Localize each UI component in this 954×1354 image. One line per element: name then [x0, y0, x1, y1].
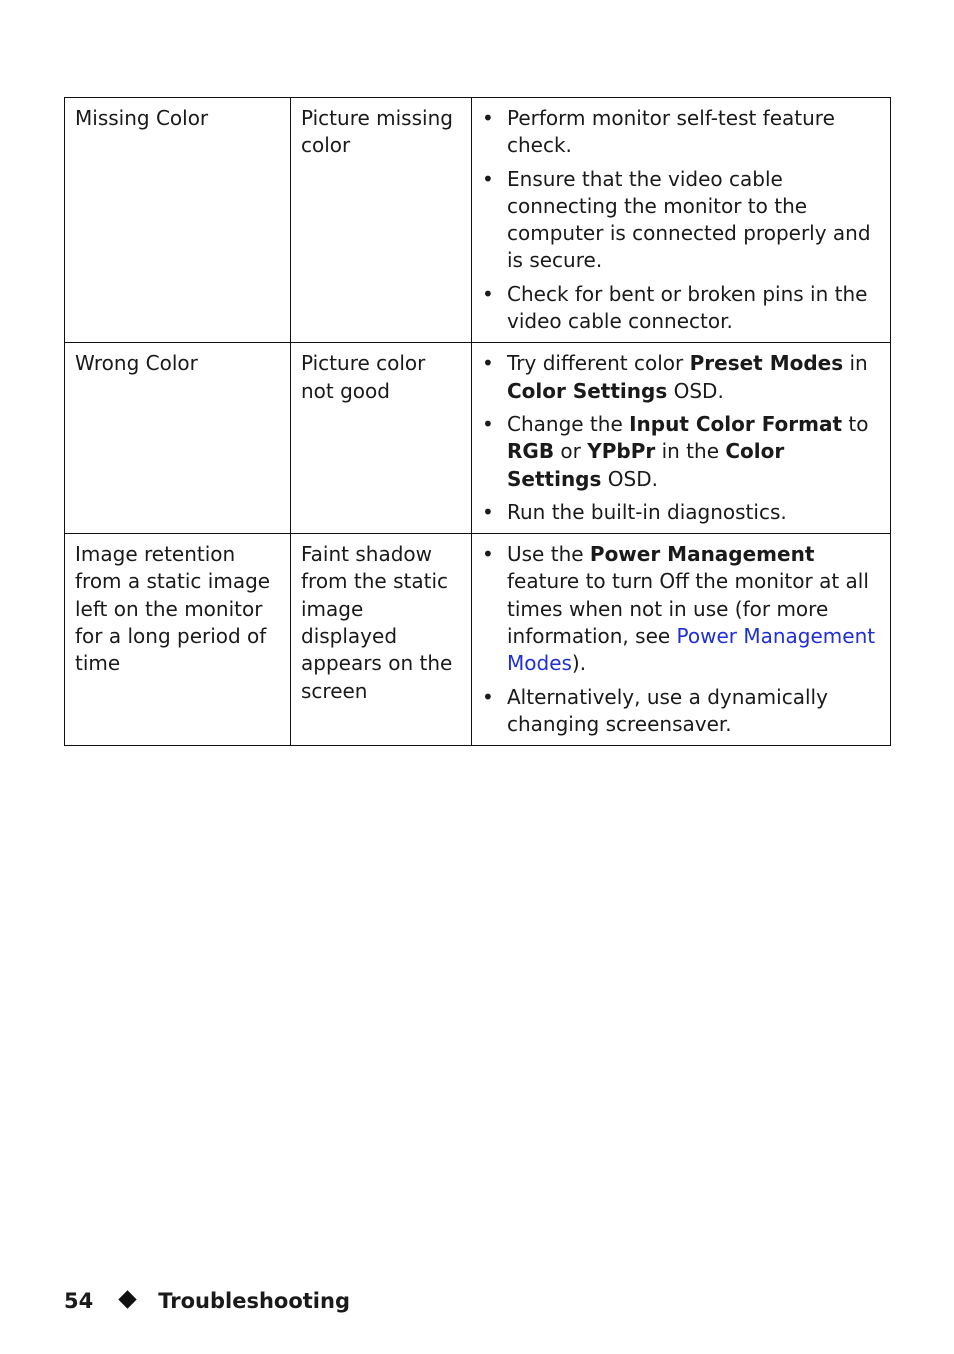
table-row	[65, 98, 891, 343]
problem-cell: Missing Color	[65, 98, 291, 343]
solution-text: or	[554, 439, 588, 464]
section-title: Troubleshooting	[158, 1289, 350, 1313]
diamond-icon	[119, 1290, 137, 1308]
solution-item: • Ensure that the video cable connecting the monitor to the computer is connected properly and is secure.	[482, 166, 881, 275]
setting-name: Input Color Format	[629, 411, 843, 436]
solution-item: • Run the built-in diagnostics.	[482, 499, 881, 526]
solution-text: in the	[655, 439, 726, 464]
solution-cell	[472, 534, 891, 746]
solution-text: ).	[571, 651, 587, 676]
solution-item: • Perform monitor self-test feature check.	[482, 105, 881, 160]
solution-item: • Alternatively, use a dynamically changing screensaver.	[482, 684, 881, 739]
solution-text: Change the	[507, 411, 630, 436]
table-row	[65, 534, 891, 746]
setting-name: YPbPr	[587, 439, 656, 464]
solution-item	[482, 541, 881, 677]
solution-text: in	[843, 351, 868, 376]
solution-item: • Check for bent or broken pins in the video cable connector.	[482, 281, 881, 336]
solution-list	[482, 105, 881, 335]
solution-text: OSD.	[601, 466, 658, 491]
symptom-cell: Faint shadow from the static image displayed appears on the screen	[291, 534, 472, 746]
page-footer	[64, 1287, 350, 1315]
solution-list	[482, 541, 881, 738]
solution-text: Try different color	[507, 351, 690, 376]
solution-item	[482, 350, 881, 405]
troubleshooting-table	[64, 97, 891, 746]
setting-name: Color Settings	[507, 378, 668, 403]
solution-item	[482, 411, 881, 493]
solution-list	[482, 350, 881, 526]
solution-text: OSD.	[667, 378, 724, 403]
setting-name: RGB	[507, 439, 555, 464]
table-row	[65, 343, 891, 534]
power-management-modes-link[interactable]: Power Management Modes	[507, 624, 876, 676]
problem-cell: Wrong Color	[65, 343, 291, 534]
problem-cell: Image retention from a static image left on the monitor for a long period of time	[65, 534, 291, 746]
solution-text: Use the	[507, 542, 590, 567]
page-number: 54	[64, 1289, 94, 1313]
solution-cell	[472, 98, 891, 343]
setting-name: Power Management	[589, 542, 815, 567]
solution-text: to	[842, 411, 869, 436]
symptom-cell: Picture missing color	[291, 98, 472, 343]
solution-cell	[472, 343, 891, 534]
symptom-cell: Picture color not good	[291, 343, 472, 534]
solution-text: feature to turn Off the monitor at all times when not in use (for more information, see	[507, 569, 869, 649]
setting-name: Color Settings	[507, 439, 785, 491]
setting-name: Preset Modes	[689, 351, 844, 376]
